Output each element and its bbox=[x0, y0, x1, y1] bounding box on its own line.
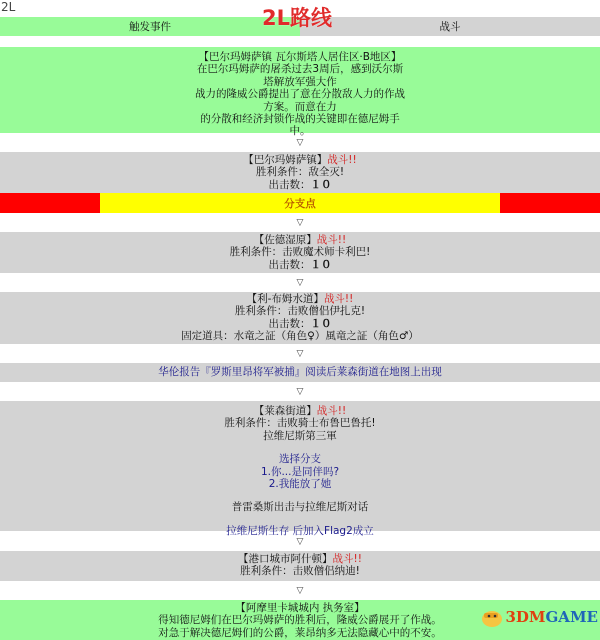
event-block-barmamsa bbox=[0, 47, 600, 138]
battle-block-raisen-highway bbox=[0, 401, 600, 537]
sortie-value: １０ bbox=[310, 317, 332, 330]
battle-location: 【利-布姆水道】 bbox=[246, 293, 324, 305]
battle-block-port-ashton bbox=[0, 551, 600, 581]
down-arrow-icon: ▽ bbox=[296, 278, 304, 288]
branch-right-marker bbox=[500, 193, 600, 213]
down-arrow-icon: ▽ bbox=[296, 349, 304, 359]
notice-text: 华伦报告『罗斯里昂将军被捕』阅读后莱森街道在地图上出现 bbox=[158, 366, 442, 378]
watermark-3dm: 3DM bbox=[505, 608, 546, 626]
mascot-icon bbox=[479, 606, 505, 628]
page-title: 2L路线 bbox=[262, 6, 332, 30]
choice-option-2: 2.我能放了她 bbox=[268, 478, 332, 491]
sortie-value: １０ bbox=[310, 258, 332, 271]
battle-location: 【佐德湿原】 bbox=[253, 234, 317, 246]
down-arrow-icon: ▽ bbox=[296, 138, 304, 148]
branch-point-label: 分支点 bbox=[100, 193, 500, 213]
battle-location: 【港口城市阿什顿】 bbox=[238, 553, 333, 565]
corner-label: 2L bbox=[1, 0, 16, 14]
battle-label: 战斗!! bbox=[316, 405, 347, 417]
victory-condition: 胜利条件：击败僧侣伊扎克! bbox=[234, 305, 366, 318]
event-text: 在巴尔玛姆萨的屠杀过去3周后，感到沃尔斯 bbox=[196, 63, 404, 76]
event-text: 中。 bbox=[289, 125, 311, 138]
dialogue-note: 普雷桑斯出击与拉维尼斯对话 bbox=[231, 501, 369, 514]
choice-option-1: 1.你...是同伴吗? bbox=[260, 465, 340, 478]
watermark-logo bbox=[479, 606, 598, 628]
battle-block-zodo-marsh bbox=[0, 232, 600, 273]
battle-block-rhi-bhum-waterway bbox=[0, 292, 600, 344]
victory-condition: 胜利条件：敌全灭! bbox=[255, 166, 345, 179]
notice-block bbox=[0, 363, 600, 382]
sortie-label: 出击数： bbox=[268, 317, 311, 330]
branch-point-bar bbox=[0, 193, 600, 213]
battle-block-barmamsa bbox=[0, 152, 600, 193]
event-text: 战力的隆威公爵提出了意在分散敌人力的作战 bbox=[195, 88, 405, 101]
down-arrow-icon: ▽ bbox=[296, 218, 304, 228]
down-arrow-icon: ▽ bbox=[296, 537, 304, 547]
battle-label: 战斗!! bbox=[316, 234, 347, 246]
battle-location: 【巴尔玛姆萨镇】 bbox=[243, 154, 328, 166]
battle-label: 战斗!! bbox=[323, 293, 354, 305]
sortie-label: 出击数： bbox=[268, 178, 311, 191]
victory-condition: 胜利条件：击败魔术师卡利巴! bbox=[229, 246, 371, 259]
event-location: 【巴尔玛姆萨镇 瓦尔斯塔人居住区·B地区】 bbox=[198, 51, 402, 63]
header-battle: 战斗 bbox=[300, 17, 600, 36]
event-text: 得知德尼姆们在巴尔玛姆萨的胜利后，隆威公爵展开了作战。 bbox=[158, 614, 442, 627]
victory-condition: 胜利条件：击败僧侣纳迪! bbox=[240, 565, 360, 578]
sortie-value: １０ bbox=[310, 178, 332, 191]
event-text: 方案。而意在力 bbox=[263, 100, 337, 113]
sortie-label: 出击数： bbox=[268, 258, 311, 271]
event-text: 的分散和经济封锁作战的关键即在德尼姆手 bbox=[200, 113, 400, 126]
enemy-faction: 拉维尼斯第三軍 bbox=[263, 429, 337, 442]
victory-condition: 胜利条件：击败骑士布鲁巴鲁托! bbox=[224, 417, 376, 430]
battle-label: 战斗!! bbox=[332, 553, 362, 565]
flag-note: 拉维尼斯生存 后加入Flag2成立 bbox=[226, 524, 374, 537]
battle-location: 【莱森街道】 bbox=[253, 405, 317, 417]
event-text: 对急于解决德尼姆们的公爵，莱昂纳多无法隐藏心中的不安。 bbox=[158, 626, 442, 639]
event-location: 【阿摩里卡城城内 执务室】 bbox=[235, 602, 365, 614]
watermark-game: GAME bbox=[545, 608, 598, 626]
fixed-items: 固定道具：水竜之証（角色♀）風竜之証（角色♂） bbox=[181, 330, 419, 343]
choice-title: 选择分支 bbox=[279, 453, 321, 466]
down-arrow-icon: ▽ bbox=[296, 387, 304, 397]
header-trigger-event: 触发事件 bbox=[0, 17, 300, 36]
event-text: 塔解放军强大作 bbox=[263, 75, 337, 88]
battle-label: 战斗!! bbox=[327, 154, 357, 166]
branch-left-marker bbox=[0, 193, 100, 213]
down-arrow-icon: ▽ bbox=[296, 586, 304, 596]
